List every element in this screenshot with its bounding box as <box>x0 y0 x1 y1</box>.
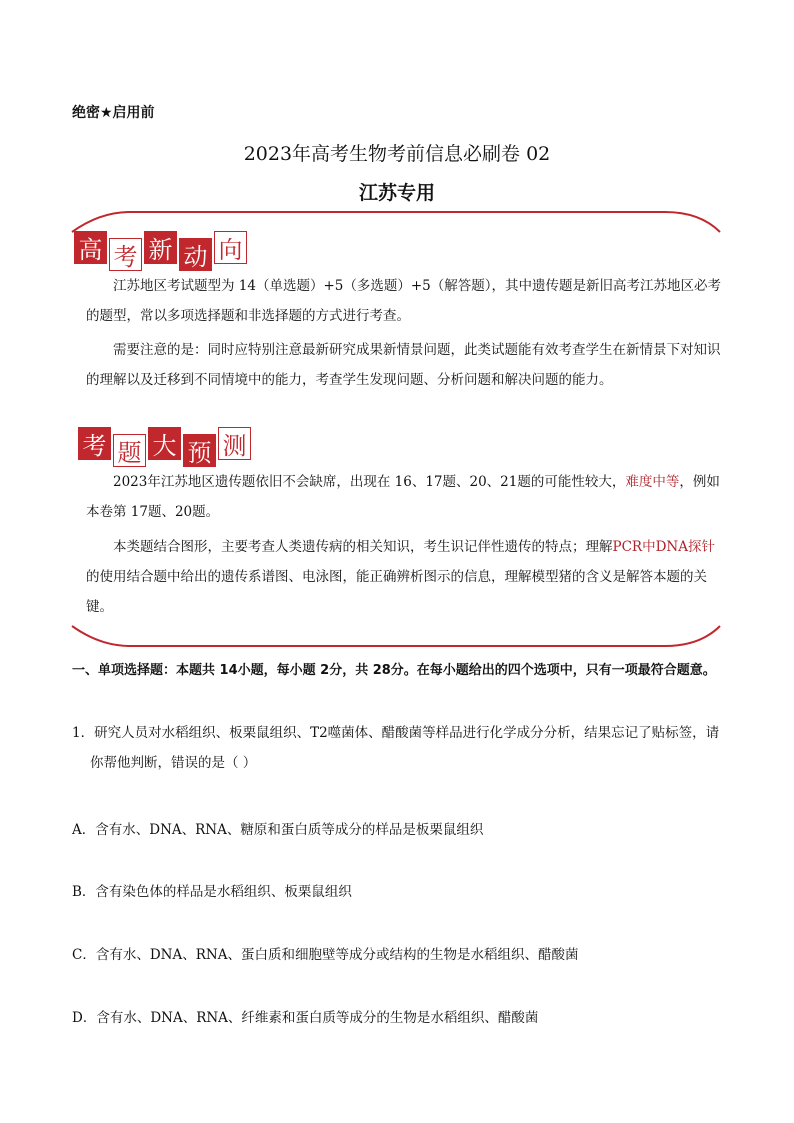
banner-char: 预 <box>183 434 216 467</box>
question-1-stem: 1．研究人员对水稻组织、板栗鼠组织、T2噬菌体、醋酸菌等样品进行化学成分分析，结果忘记了贴标签，请你帮他判断，错误的是（ ） <box>72 725 720 771</box>
banner-char: 大 <box>148 427 181 460</box>
section-banner-trends <box>74 231 247 271</box>
trends-paragraph-2: 需要注意的是：同时应特别注意最新研究成果新情景问题，此类试题能有效考查学生在新情景下对知识的理解以及迁移到不同情境中的能力，考查学生发现问题、分析问题和解决问题的能力。 <box>86 342 721 388</box>
banner-char: 向 <box>214 231 247 264</box>
prediction-text: 的使用结合题中给出的遗传系谱图、电泳图，能正确辨析图示的信息，理解模型猪的含义是解答本题的关键。 <box>86 569 707 615</box>
highlight-pcr: PCR中DNA探针 <box>612 539 715 555</box>
banner-char: 题 <box>113 434 146 467</box>
section-banner-prediction <box>78 427 251 467</box>
section-heading: 一、单项选择题：本题共 14小题，每小题 2分，共 28分。在每小题给出的四个选项中，只有一项最符合题意。 <box>72 663 716 678</box>
prediction-paragraph-1 <box>86 467 726 527</box>
prediction-text: 2023年江苏地区遗传题依旧不会缺席，出现在 16、17题、20、21题的可能性较大， <box>113 474 626 490</box>
highlight-difficulty: 难度中等 <box>625 474 680 490</box>
paper-subtitle: 江苏专用 <box>358 182 435 204</box>
banner-char: 考 <box>109 238 142 271</box>
option-c: C．含有水、DNA、RNA、蛋白质和细胞壁等成分或结构的生物是水稻组织、醋酸菌 <box>72 947 579 963</box>
banner-char: 高 <box>74 231 107 264</box>
paper-title: 2023年高考生物考前信息必刷卷 02 <box>243 143 551 165</box>
banner-char: 考 <box>78 427 111 460</box>
banner-char: 测 <box>218 427 251 460</box>
prediction-paragraph-2 <box>86 532 726 622</box>
option-d: D．含有水、DNA、RNA、纤维素和蛋白质等成分的生物是水稻组织、醋酸菌 <box>72 1010 539 1026</box>
banner-char: 新 <box>144 231 177 264</box>
prediction-text: ，例如本卷第 17题、20题。 <box>86 474 720 520</box>
option-b: B．含有染色体的样品是水稻组织、板栗鼠组织 <box>72 884 352 900</box>
confidential-label: 绝密★启用前 <box>72 105 155 121</box>
prediction-text: 本类题结合图形，主要考查人类遗传病的相关知识，考生识记伴性遗传的特点；理解 <box>113 539 613 555</box>
trends-paragraph-1: 江苏地区考试题型为 14（单选题）+5（多选题）+5（解答题），其中遗传题是新旧高考江苏地区必考的题型，常以多项选择题和非选择题的方式进行考查。 <box>86 278 722 324</box>
banner-char: 动 <box>179 238 212 271</box>
option-a: A．含有水、DNA、RNA、糖原和蛋白质等成分的样品是板栗鼠组织 <box>72 822 484 838</box>
